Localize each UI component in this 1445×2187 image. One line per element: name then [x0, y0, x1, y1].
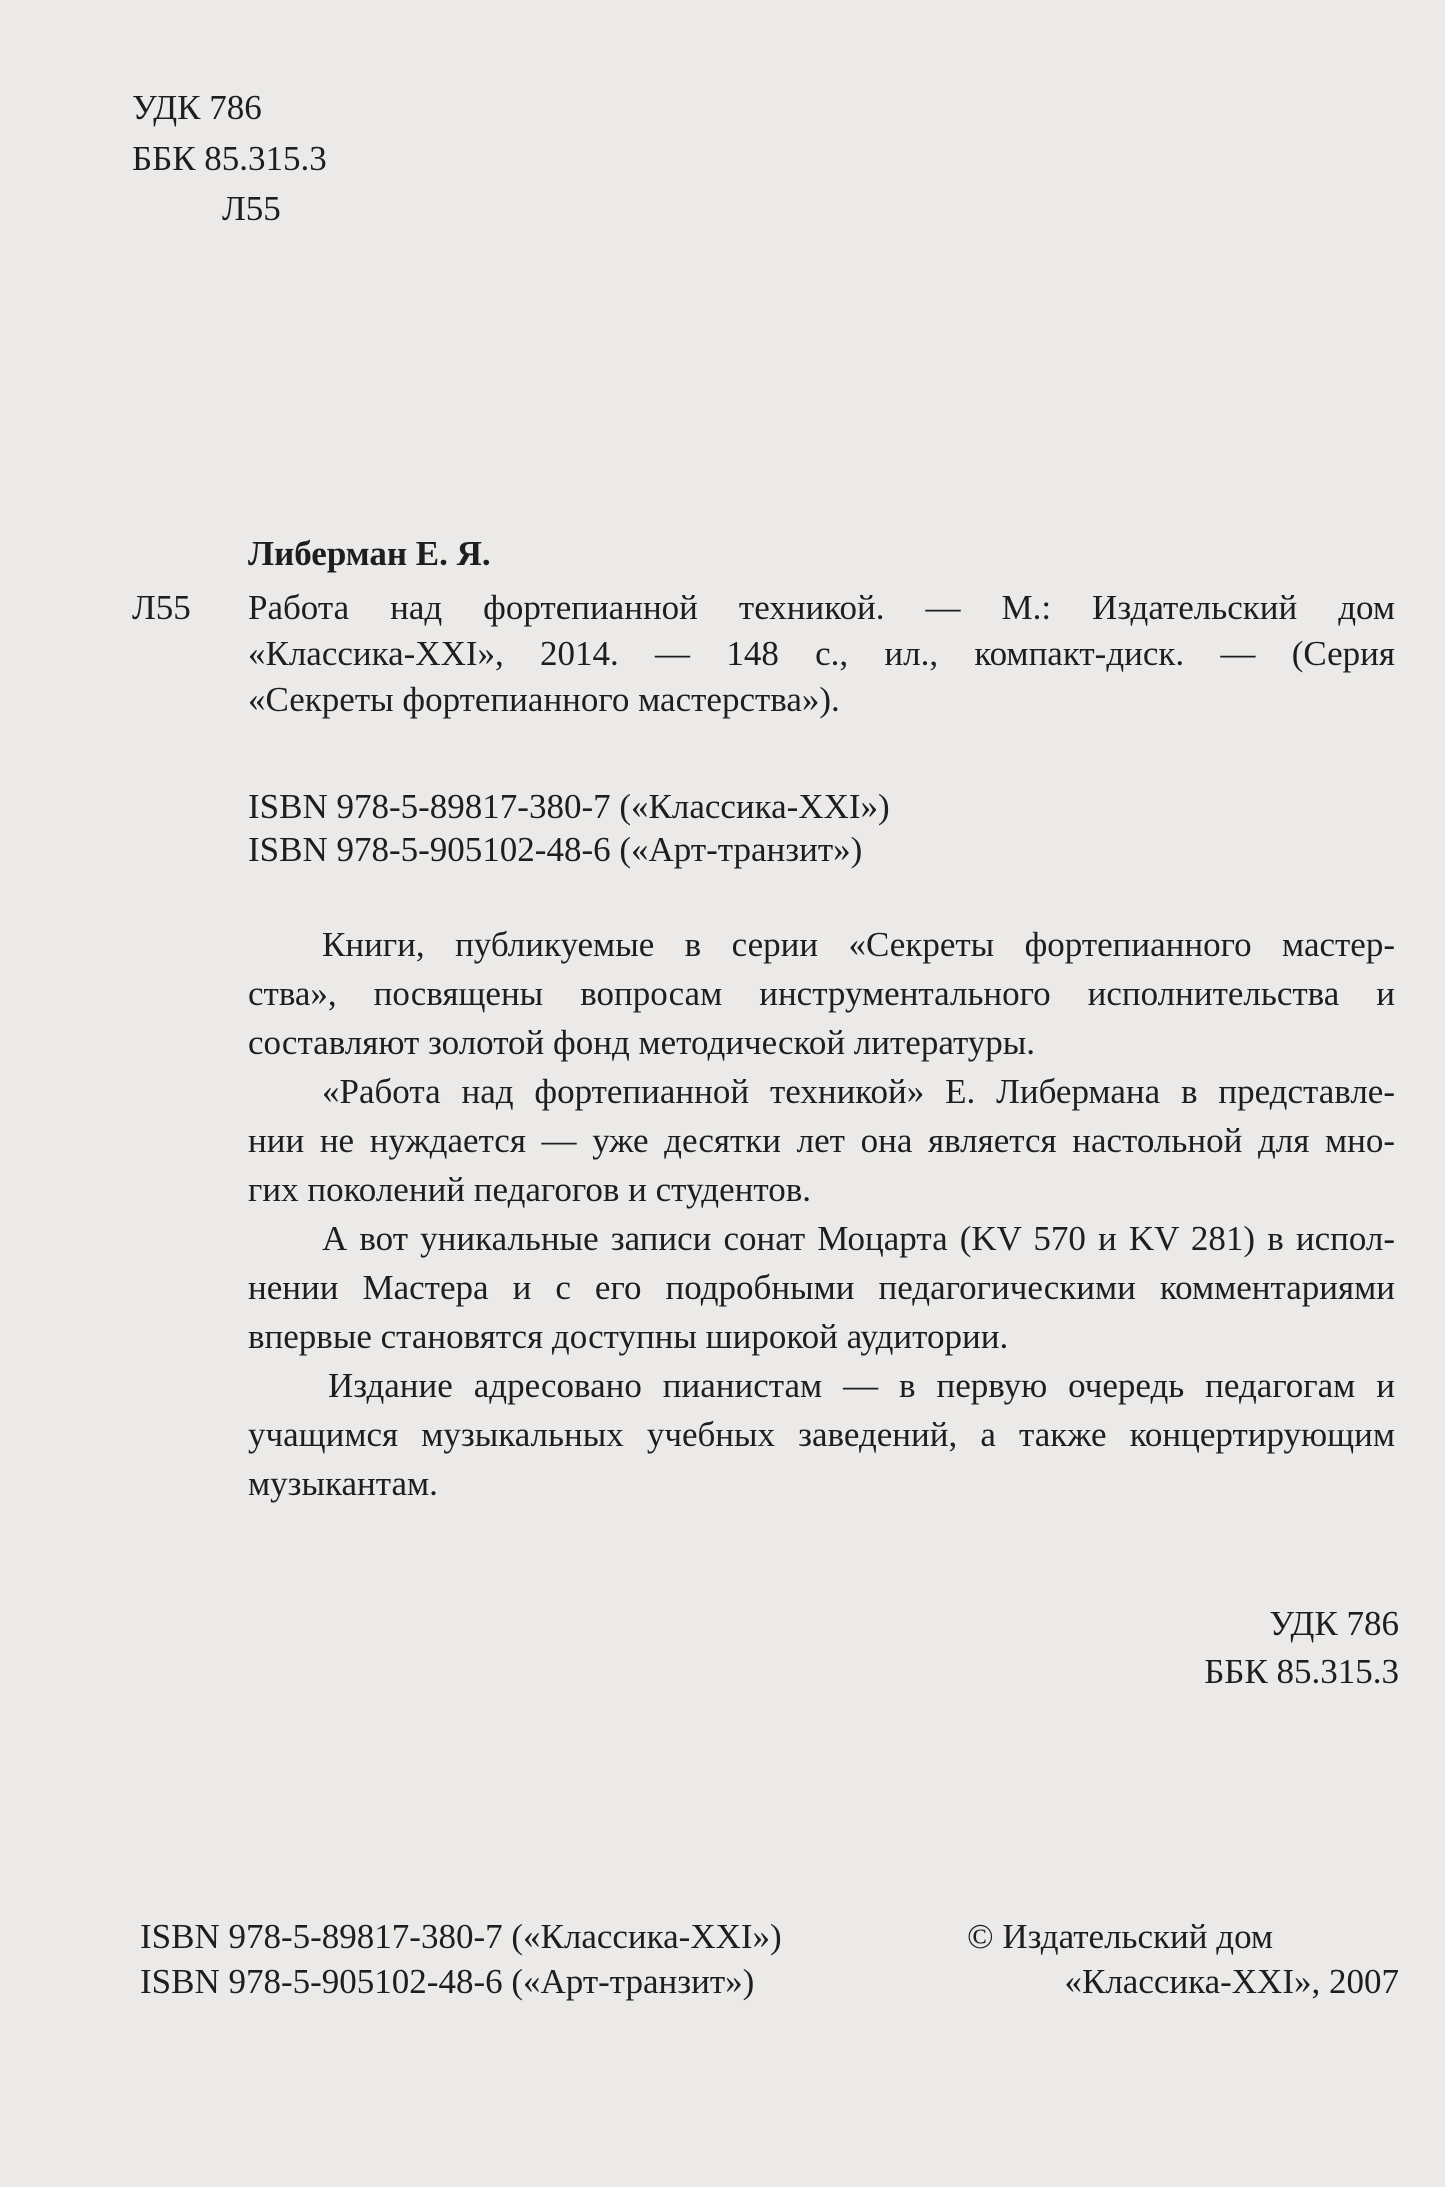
annotation-line: Книги, публикуемые в серии «Секреты фортепианного мастер- — [322, 925, 1395, 964]
isbn-line: ISBN 978-5-89817-380-7 («Классика-XXI») — [140, 1917, 782, 1956]
annotation-line: Издание адресовано пианистам — в первую очередь педагогам и — [328, 1366, 1395, 1405]
udk-code: УДК 786 — [1269, 1604, 1399, 1643]
annotation-line: А вот уникальные записи сонат Моцарта (KV 570 и KV 281) в испол- — [322, 1219, 1395, 1258]
description-line: «Классика-XXI», 2014. — 148 с., ил., компакт-диск. — (Серия — [248, 634, 1395, 673]
annotation-line: составляют золотой фонд методической литературы. — [248, 1023, 1036, 1062]
annotation-line: нии не нуждается — уже десятки лет она является настольной для мно- — [248, 1121, 1395, 1160]
annotation-line: нении Мастера и с его подробными педагогическими комментариями — [248, 1268, 1395, 1307]
annotation-line: ства», посвящены вопросам инструментального исполнительства и — [248, 974, 1395, 1013]
entry-code: Л55 — [132, 588, 191, 627]
isbn-line: ISBN 978-5-89817-380-7 («Классика-XXI») — [248, 787, 890, 826]
copyright-line: © Издательский дом — [967, 1917, 1274, 1956]
author-mark: Л55 — [222, 189, 281, 228]
annotation-line: гих поколений педагогов и студентов. — [248, 1170, 811, 1209]
annotation-line: впервые становятся доступны широкой аудитории. — [248, 1317, 1009, 1356]
description-line: Работа над фортепианной техникой. — М.: Издательский дом — [248, 588, 1395, 627]
bbk-code: ББК 85.315.3 — [1204, 1652, 1399, 1691]
isbn-line: ISBN 978-5-905102-48-6 («Арт-транзит») — [248, 830, 863, 869]
bbk-code: ББК 85.315.3 — [132, 139, 327, 178]
annotation-line: «Работа над фортепианной техникой» Е. Либермана в представле- — [322, 1072, 1395, 1111]
annotation-line: учащимся музыкальных учебных заведений, а также концертирующим — [248, 1415, 1395, 1454]
udk-code: УДК 786 — [132, 88, 262, 127]
author-name: Либерман Е. Я. — [248, 534, 491, 573]
description-line: «Секреты фортепианного мастерства»). — [248, 680, 840, 719]
annotation-line: музыкантам. — [248, 1464, 438, 1503]
isbn-line: ISBN 978-5-905102-48-6 («Арт-транзит») — [140, 1962, 755, 2001]
copyright-line: «Классика-XXI», 2007 — [1064, 1962, 1399, 2001]
